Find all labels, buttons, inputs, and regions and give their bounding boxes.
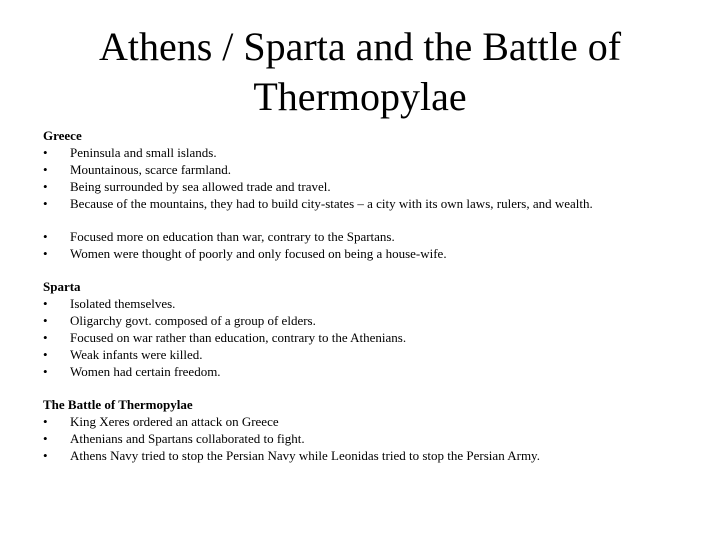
bullet-marker: •	[43, 179, 48, 194]
bullet-item	[43, 161, 703, 178]
bullet-item	[43, 312, 703, 329]
bullet-item	[43, 178, 703, 195]
bullet-item	[43, 329, 703, 346]
spacer	[43, 212, 703, 228]
bullet-item	[43, 144, 703, 161]
bullet-marker: •	[43, 431, 48, 446]
bullet-marker: •	[43, 448, 48, 463]
bullet-item	[43, 413, 703, 430]
bullet-marker: •	[43, 296, 48, 311]
bullet-text: Athenians and Spartans collaborated to fight.	[70, 431, 305, 446]
bullet-item	[43, 447, 703, 464]
bullet-marker: •	[43, 414, 48, 429]
bullet-marker: •	[43, 196, 48, 211]
section-heading-battle: The Battle of Thermopylae	[43, 397, 193, 412]
bullet-marker: •	[43, 364, 48, 379]
slide-body	[43, 127, 703, 464]
bullet-item	[43, 363, 703, 380]
bullet-text: Because of the mountains, they had to build city-states – a city with its own laws, rulers, and wealth.	[70, 196, 593, 211]
bullet-item	[43, 295, 703, 312]
bullet-text: Oligarchy govt. composed of a group of elders.	[70, 313, 316, 328]
spacer	[43, 380, 703, 396]
bullet-text: King Xeres ordered an attack on Greece	[70, 414, 279, 429]
bullet-marker: •	[43, 313, 48, 328]
bullet-marker: •	[43, 347, 48, 362]
section-heading-sparta: Sparta	[43, 279, 81, 294]
slide-title: Athens / Sparta and the Battle of Thermopylae	[98, 24, 622, 119]
bullet-text: Isolated themselves.	[70, 296, 176, 311]
bullet-text: Weak infants were killed.	[70, 347, 203, 362]
bullet-marker: •	[43, 162, 48, 177]
bullet-item	[43, 430, 703, 447]
bullet-marker: •	[43, 145, 48, 160]
bullet-item	[43, 346, 703, 363]
bullet-text: Peninsula and small islands.	[70, 145, 217, 160]
bullet-item	[43, 245, 703, 262]
bullet-text: Being surrounded by sea allowed trade and travel.	[70, 179, 331, 194]
bullet-marker: •	[43, 246, 48, 261]
bullet-item	[43, 228, 703, 245]
bullet-text: Women had certain freedom.	[70, 364, 221, 379]
bullet-text: Women were thought of poorly and only focused on being a house-wife.	[70, 246, 447, 261]
spacer	[43, 262, 703, 278]
bullet-text: Mountainous, scarce farmland.	[70, 162, 232, 177]
section-heading-greece: Greece	[43, 128, 82, 143]
bullet-text: Focused more on education than war, contrary to the Spartans.	[70, 229, 395, 244]
bullet-text: Focused on war rather than education, contrary to the Athenians.	[70, 330, 407, 345]
bullet-text: Athens Navy tried to stop the Persian Navy while Leonidas tried to stop the Persian Army.	[70, 448, 540, 463]
bullet-marker: •	[43, 330, 48, 345]
bullet-item	[43, 195, 703, 212]
bullet-marker: •	[43, 229, 48, 244]
